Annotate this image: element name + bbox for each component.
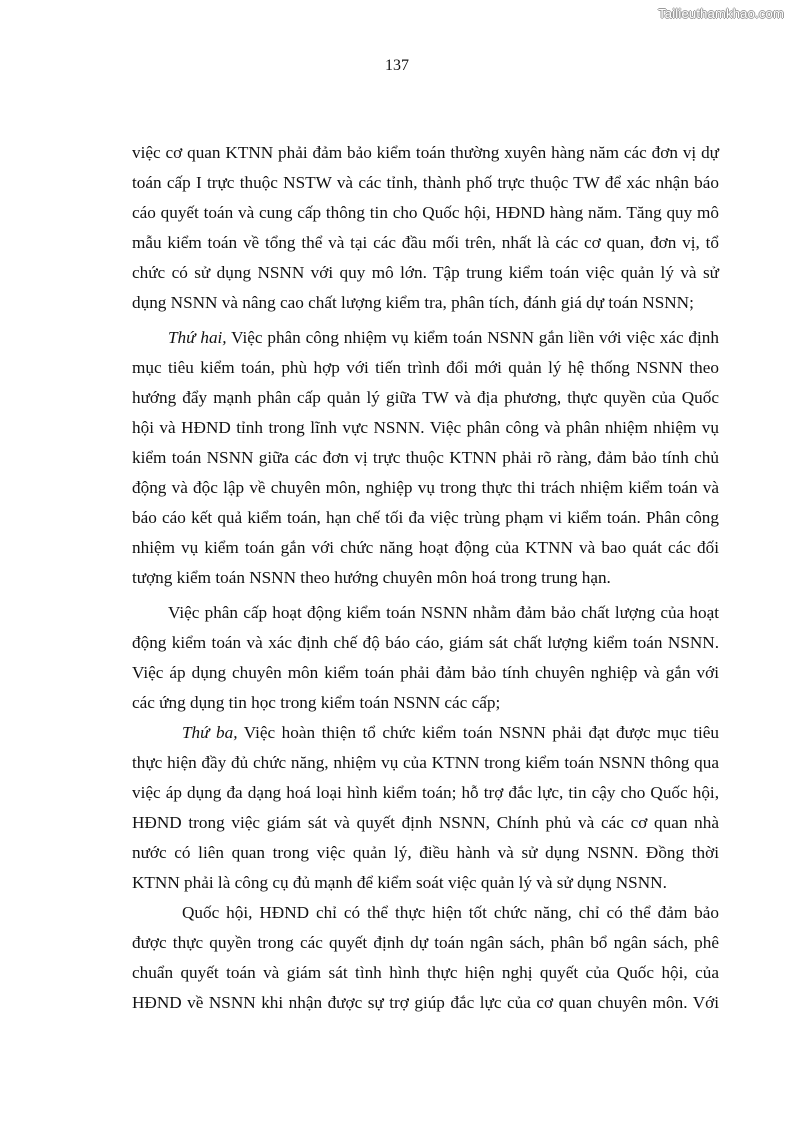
text-line: hội và HĐND tỉnh trong lĩnh vực NSNN. Việc phân công và phân nhiệm nhiệm vụ xyxy=(132,418,719,437)
text-line: được thực quyền trong các quyết định dự toán ngân sách, phân bổ ngân sách, phê xyxy=(132,933,719,952)
text-line: kiểm toán NSNN giữa các đơn vị trực thuộc KTNN phải rõ ràng, đảm bảo tính chủ xyxy=(132,448,719,467)
document-body xyxy=(132,141,719,1021)
text-line: chuẩn quyết toán và giám sát tình hình thực hiện nghị quyết của Quốc hội, của xyxy=(132,963,719,982)
text-run: Việc hoàn thiện tổ chức kiểm toán NSNN phải đạt được mục tiêu xyxy=(237,723,719,742)
text-line: mục tiêu kiểm toán, phù hợp với tiến trình đổi mới quản lý hệ thống NSNN theo xyxy=(132,358,719,377)
paragraph-1 xyxy=(132,141,719,321)
text-line: Quốc hội, HĐND chỉ có thể thực hiện tốt chức năng, chỉ có thể đảm bảo xyxy=(182,903,719,922)
text-line: Việc áp dụng chuyên môn kiểm toán phải đảm bảo tính chuyên nghiệp và gắn với xyxy=(132,663,719,682)
text-line: việc cơ quan KTNN phải đảm bảo kiểm toán thường xuyên hàng năm các đơn vị dự xyxy=(132,143,719,162)
text-line: chức có sử dụng NSNN với quy mô lớn. Tập trung kiểm toán việc quản lý và sử xyxy=(132,263,719,282)
text-line xyxy=(132,326,719,356)
text-line: Việc phân cấp hoạt động kiểm toán NSNN nhằm đảm bảo chất lượng của hoạt xyxy=(168,603,719,622)
paragraph-lead: Thứ ba, xyxy=(182,723,238,742)
paragraph-3 xyxy=(132,601,719,721)
text-line: các ứng dụng tin học trong kiểm toán NSNN các cấp; xyxy=(132,693,501,712)
text-line: động kiểm toán và xác định chế độ báo cáo, giám sát chất lượng kiểm toán NSNN. xyxy=(132,633,719,652)
text-line: dụng NSNN và nâng cao chất lượng kiểm tra, phân tích, đánh giá dự toán NSNN; xyxy=(132,293,694,312)
text-line: báo cáo kết quả kiểm toán, hạn chế tối đa việc trùng phạm vi kiểm toán. Phân công xyxy=(132,508,719,527)
text-line: cáo quyết toán và cung cấp thông tin cho Quốc hội, HĐND hàng năm. Tăng quy mô xyxy=(132,203,719,222)
text-run: Việc phân công nhiệm vụ kiểm toán NSNN gắn liền với việc xác định xyxy=(226,328,719,347)
text-line: việc áp dụng đa dạng hoá loại hình kiểm toán; hỗ trợ đắc lực, tin cậy cho Quốc hội, xyxy=(132,783,719,802)
text-line: hướng đẩy mạnh phân cấp quản lý giữa TW và địa phương, thực quyền của Quốc xyxy=(132,388,719,407)
paragraph-4 xyxy=(132,721,719,901)
paragraph-5 xyxy=(132,901,719,1021)
text-line: toán cấp I trực thuộc NSTW và các tỉnh, thành phố trực thuộc TW để xác nhận báo xyxy=(132,173,719,192)
text-line xyxy=(132,721,719,751)
text-line: KTNN phải là công cụ đủ mạnh để kiểm soát việc quản lý và sử dụng NSNN. xyxy=(132,873,667,892)
page-number: 137 xyxy=(385,57,409,74)
text-line: động và độc lập về chuyên môn, nghiệp vụ trong thực thi trách nhiệm kiểm toán và xyxy=(132,478,719,497)
paragraph-2 xyxy=(132,326,719,596)
text-line: thực hiện đầy đủ chức năng, nhiệm vụ của KTNN trong kiểm toán NSNN thông qua xyxy=(132,753,719,772)
watermark: Tailieuthamkhao.com xyxy=(658,6,784,21)
paragraph-lead: Thứ hai, xyxy=(168,328,227,347)
text-line: HĐND về NSNN khi nhận được sự trợ giúp đắc lực của cơ quan chuyên môn. Với xyxy=(132,993,719,1012)
text-line: nhiệm vụ kiểm toán gắn với chức năng hoạt động của KTNN và bao quát các đối xyxy=(132,538,719,557)
text-line: tượng kiểm toán NSNN theo hướng chuyên môn hoá trong trung hạn. xyxy=(132,568,611,587)
text-line: nước có liên quan trong việc quản lý, điều hành và sử dụng NSNN. Đồng thời xyxy=(132,843,719,862)
text-line: HĐND trong việc giám sát và quyết định NSNN, Chính phủ và các cơ quan nhà xyxy=(132,813,719,832)
text-line: mẫu kiểm toán về tổng thể và tại các đầu mối trên, nhất là các cơ quan, đơn vị, tổ xyxy=(132,233,719,252)
